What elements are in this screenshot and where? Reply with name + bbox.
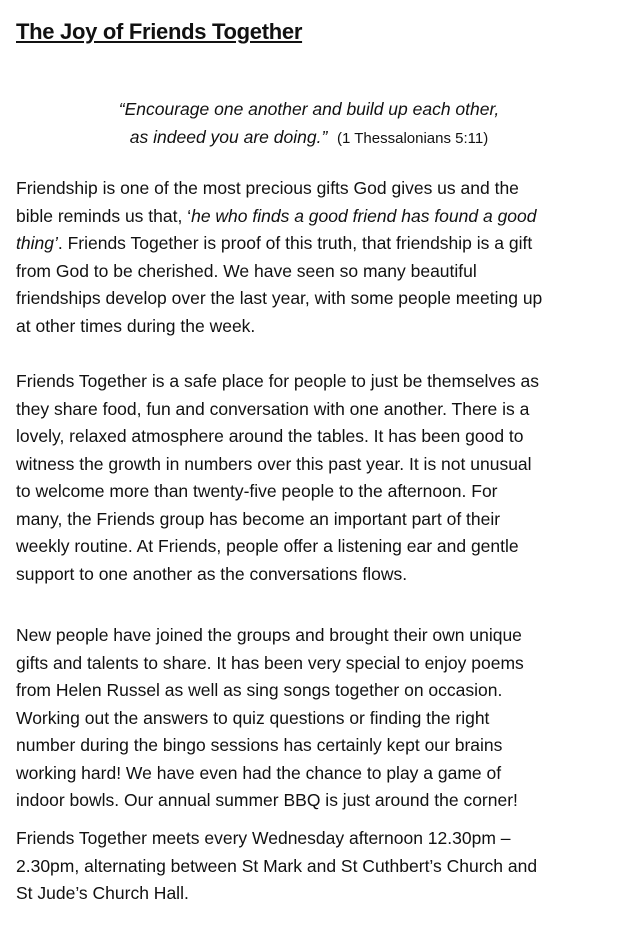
paragraph-line: number during the bingo sessions has certainly kept our brains	[16, 735, 503, 755]
quote-line-2-text: as indeed you are doing.”	[129, 127, 328, 147]
paragraph-line: they share food, fun and conversation with one another. There is a	[16, 398, 530, 419]
paragraph-line: 2.30pm, alternating between St Mark and St Cuthbert’s Church and	[16, 855, 538, 876]
paragraph-line: Friends Together meets every Wednesday afternoon 12.30pm –	[16, 828, 511, 848]
paragraph-line: from God to be cherished. We have seen so many beautiful	[16, 260, 477, 281]
paragraph-line: Friends Together is a safe place for people to just be themselves as	[16, 371, 540, 391]
paragraph-friendship	[16, 175, 616, 340]
paragraph-line: working hard! We have even had the chance to play a game of	[16, 762, 502, 783]
paragraph-line	[16, 230, 616, 258]
quote-line-2	[0, 123, 618, 153]
page-title: The Joy of Friends Together	[16, 19, 303, 44]
quote-line-1: “Encourage one another and build up each other,	[118, 99, 500, 119]
paragraph-line: New people have joined the groups and brought their own unique	[16, 625, 522, 645]
paragraph-line: Friendship is one of the most precious gifts God gives us and the	[16, 178, 519, 198]
paragraph-italic-text: thing’	[16, 233, 58, 253]
paragraph-line: St Jude’s Church Hall.	[16, 883, 189, 903]
paragraph-italic-text: he who finds a good friend has found a good	[191, 205, 537, 226]
paragraph-line	[16, 203, 616, 231]
paragraph-line: support to one another as the conversations flows.	[16, 563, 408, 584]
paragraph-line: weekly routine. At Friends, people offer a listening ear and gentle	[16, 536, 519, 556]
quote-reference: (1 Thessalonians 5:11)	[337, 130, 489, 147]
paragraph-line: at other times during the week.	[16, 315, 256, 336]
paragraph-line: from Helen Russel as well as sing songs together on occasion.	[16, 680, 503, 700]
paragraph-line: indoor bowls. Our annual summer BBQ is just around the corner!	[16, 790, 518, 810]
paragraph-meeting-times	[16, 825, 616, 908]
paragraph-line: gifts and talents to share. It has been very special to enjoy poems	[16, 652, 524, 673]
paragraph-line: many, the Friends group has become an important part of their	[16, 508, 501, 529]
paragraph-line: witness the growth in numbers over this past year. It is not unusual	[16, 453, 532, 474]
paragraph-text: bible reminds us that, ‘	[16, 205, 192, 226]
paragraph-text: . Friends Together is proof of this truth, that friendship is a gift	[57, 233, 533, 253]
paragraph-line: lovely, relaxed atmosphere around the tables. It has been good to	[16, 426, 524, 446]
paragraph-line: to welcome more than twenty-five people to the afternoon. For	[16, 481, 498, 501]
paragraph-safe-place	[16, 368, 616, 588]
scripture-quote	[0, 95, 618, 153]
paragraph-line: Working out the answers to quiz questions or finding the right	[16, 707, 490, 728]
paragraph-new-people	[16, 622, 616, 815]
paragraph-line: friendships develop over the last year, with some people meeting up	[16, 288, 543, 308]
